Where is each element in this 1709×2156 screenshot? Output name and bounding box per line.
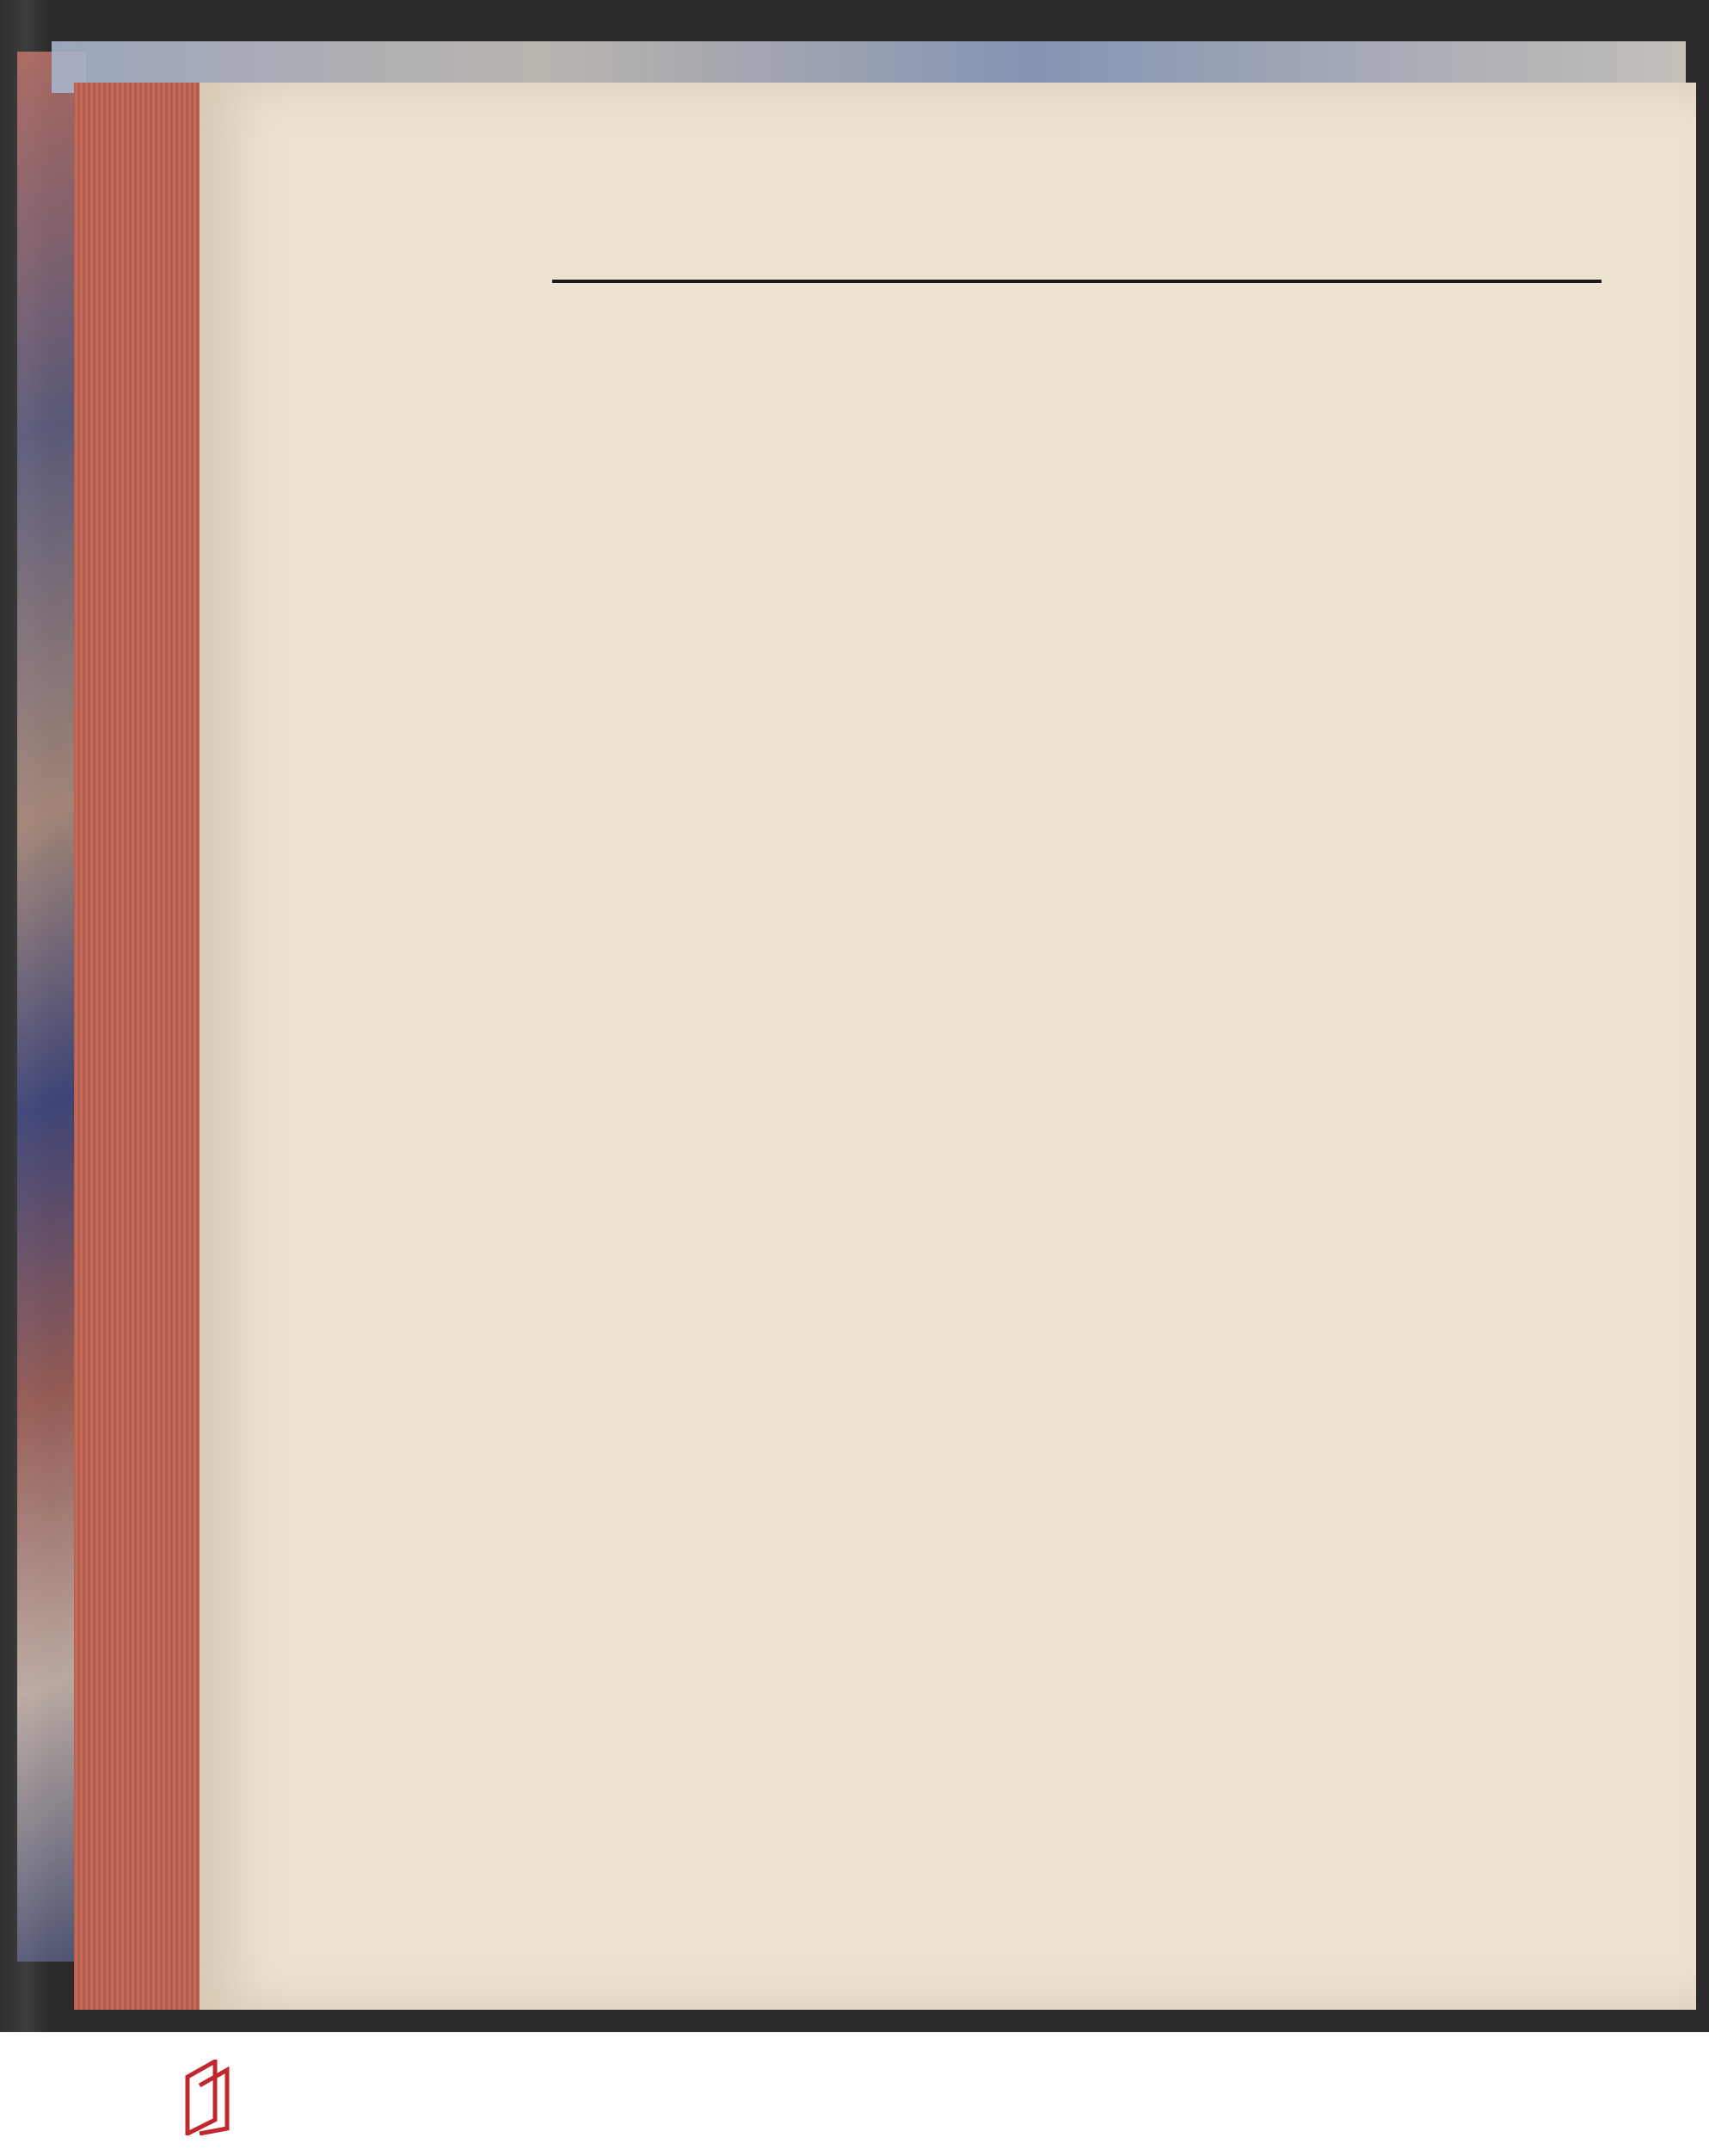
page-edges (74, 83, 203, 2010)
dfg-logo[interactable] (1521, 2048, 1693, 2142)
viewer-footer (0, 2032, 1709, 2156)
text-line (635, 1681, 1615, 1728)
page-header (547, 225, 1665, 277)
library-mark-icon (181, 2060, 241, 2135)
body-text-313 (635, 1681, 1615, 1728)
header-rule (552, 280, 1601, 283)
library-logo[interactable] (34, 2058, 241, 2135)
